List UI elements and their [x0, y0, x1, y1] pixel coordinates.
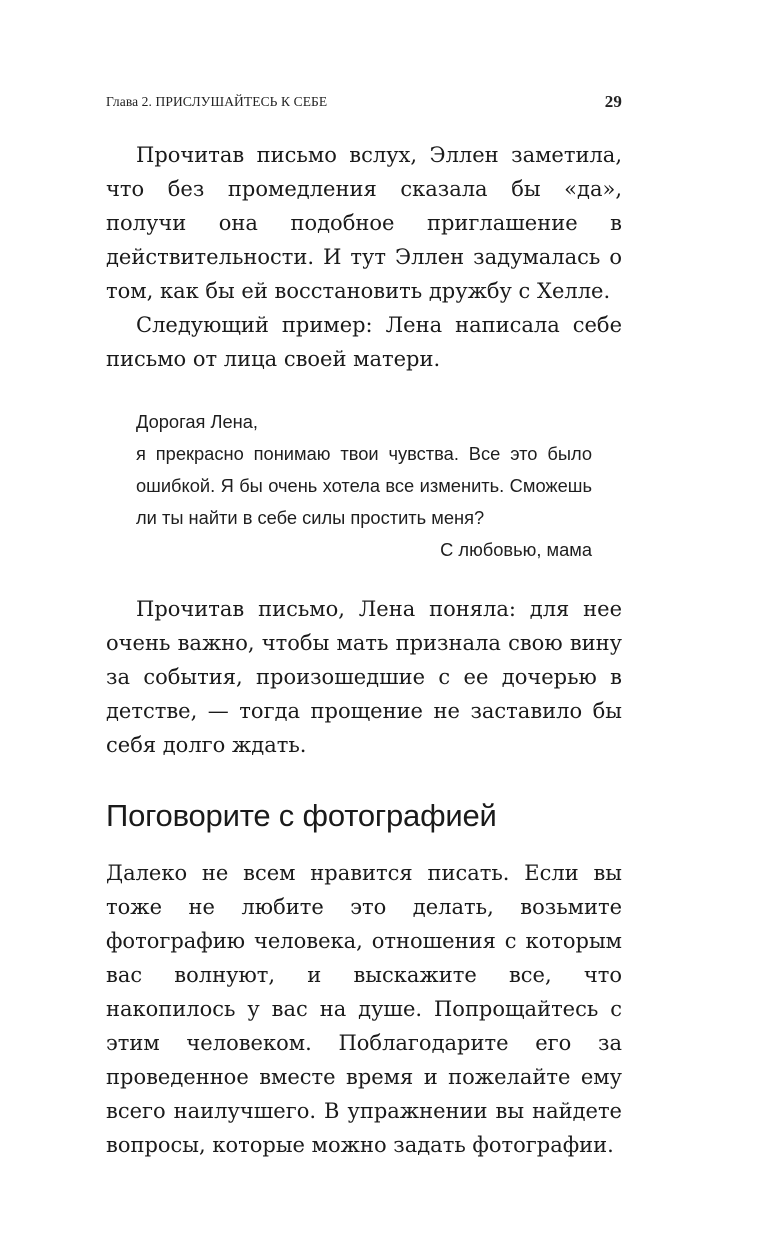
paragraph-ellen: Прочитав письмо вслух, Эллен заметила, что без промедления сказала бы «да», получи она подобное приглашение в действительности. И тут Эллен задумалась о том, как бы ей восстановить дружбу с Хелле. — [106, 143, 622, 303]
letter-greeting: Дорогая Лена, — [136, 411, 259, 432]
book-page — [106, 0, 622, 1240]
section-heading: Поговорите с фотографией — [106, 798, 497, 833]
paragraph-lena-intro: Следующий пример: Лена написала себе письмо от лица своей матери. — [106, 313, 622, 371]
body-text — [106, 138, 622, 1162]
running-header — [106, 92, 622, 114]
letter-signature: С любовью, мама — [440, 539, 592, 560]
page-number: 29 — [604, 92, 622, 111]
paragraph-photo: Далеко не всем нравится писать. Если вы тоже не любите это делать, возьмите фотографию человека, отношения с которым вас волнуют, и выскажите все, что накопилось у вас на душе. Попрощайтесь с этим человеком. Поблагодарите его за проведенное вместе время и пожелайте ему всего наилучшего. В упражнении вы найдете вопросы, которые можно задать фотографии. — [106, 861, 622, 1157]
paragraph-lena-result: Прочитав письмо, Лена поняла: для нее очень важно, чтобы мать признала свою вину за события, произошедшие с ее дочерью в детстве, — тогда прощение не заставило бы себя долго ждать. — [106, 597, 622, 757]
letter-text: я прекрасно понимаю твои чувства. Все это было ошибкой. Я бы очень хотела все изменить. Сможешь ли ты найти в себе силы простить меня? — [136, 443, 592, 528]
chapter-title: Глава 2. ПРИСЛУШАЙТЕСЬ К СЕБЕ — [106, 94, 328, 109]
letter-quote — [136, 406, 592, 566]
